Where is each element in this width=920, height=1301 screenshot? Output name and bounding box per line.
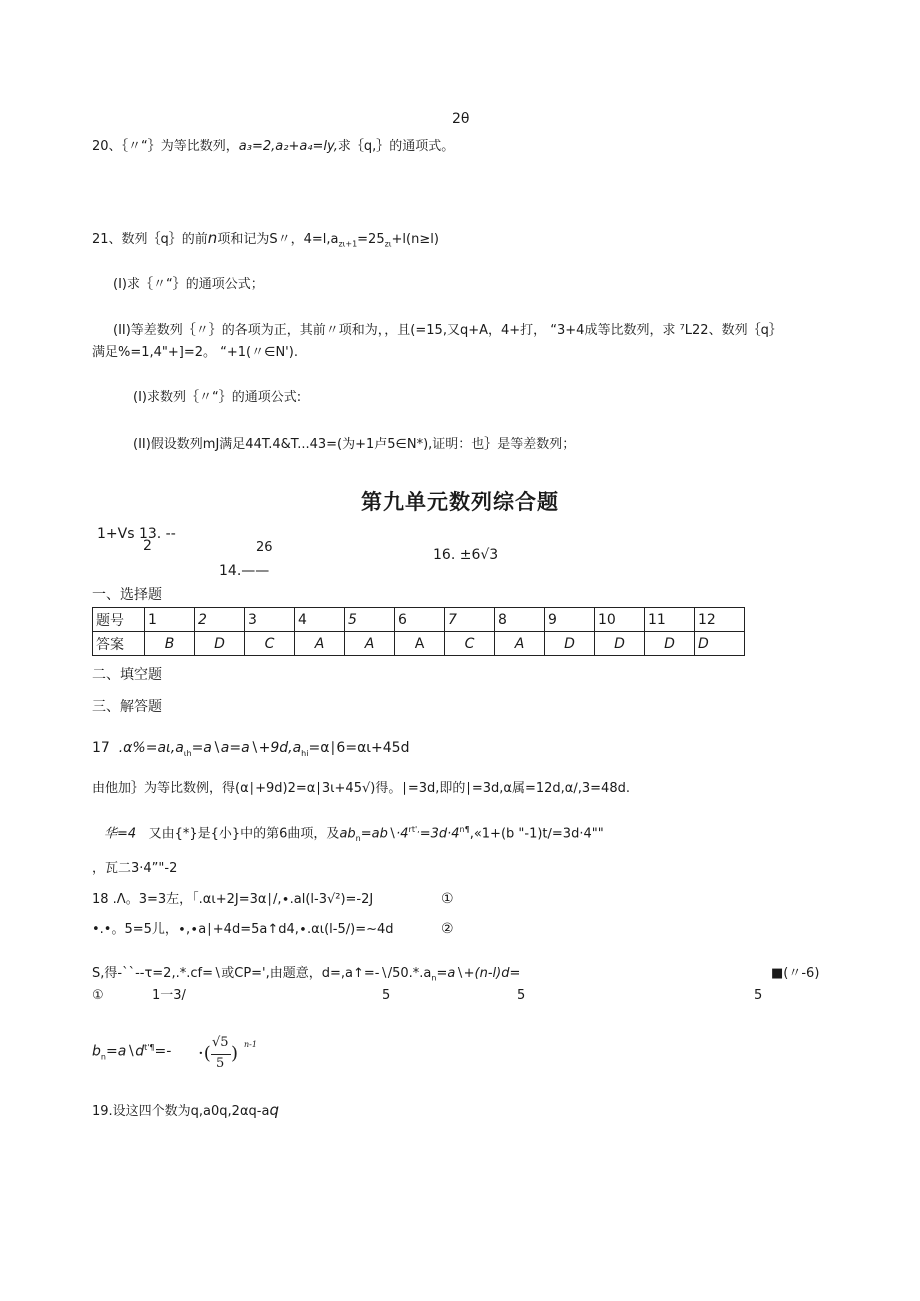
page-number: 2θ bbox=[452, 111, 470, 127]
heading-choice: 一、选择题 bbox=[92, 587, 162, 603]
s17-l3-sup2: n¶ bbox=[459, 825, 470, 834]
q20-number: 20、 bbox=[92, 139, 122, 154]
table-row-numbers bbox=[93, 608, 745, 632]
s18-l3-a: S,得-``--τ=2,.*.cf=∖或CP=',由题意，d=,a↑=-∖/50.*.a bbox=[92, 966, 432, 981]
s17-l3-f: ,«1+(b "-1)t∕=3d·4"" bbox=[469, 826, 604, 842]
q20-formula: a₃=2,a₂+a₄=ly, bbox=[238, 139, 338, 154]
q21-n: n bbox=[207, 229, 218, 247]
s18-l3-b: =a∖+(n-l)d= bbox=[436, 966, 521, 981]
q21-part2-line1: (II)等差数列｛〃｝的各项为正，其前〃项和为，，且(=15,又q+A，4+打， “3+4成等比数列，求 ⁷L22、数列｛q｝ bbox=[113, 323, 782, 338]
question-21 bbox=[92, 230, 439, 253]
q21-sub1: (I)求数列｛〃“｝的通项公式: bbox=[133, 390, 302, 405]
s18-line4-d: 5 bbox=[517, 988, 526, 1003]
s17-l3-sub: n bbox=[355, 833, 361, 843]
s17-l3-sup: rt', bbox=[408, 825, 420, 834]
table-row-answers bbox=[93, 632, 745, 656]
s17-l3-b: 又由{*}是{小}中的第6曲项，及 bbox=[148, 826, 340, 842]
fill-answer-16: 16. ±6√3 bbox=[433, 547, 499, 563]
bn-formula bbox=[92, 1040, 171, 1065]
q21-text-b: 项和记为S〃，4=l,a bbox=[217, 232, 339, 247]
s17-formula-b: =a∖a=a∖+9d,a bbox=[191, 740, 302, 756]
table-cell: 8 bbox=[495, 608, 545, 632]
s17-formula-c: =α∣6=αι+45d bbox=[308, 740, 410, 756]
bn-c: =- bbox=[154, 1043, 172, 1060]
table-cell: D bbox=[195, 632, 245, 656]
s18-line4-b: 1一3/ bbox=[152, 988, 186, 1003]
table-cell: 2 bbox=[195, 608, 245, 632]
solution-18-line1: 18 .Λ。3=3左，「.αι+2J=3α∣/,∙.al(l-3√²)=-2J bbox=[92, 892, 374, 907]
solution-17-line1 bbox=[92, 740, 409, 762]
table-cell: 5 bbox=[345, 608, 395, 632]
q20-text-c: 求｛q,｝的通项式。 bbox=[337, 139, 455, 154]
s17-l3-c: ab bbox=[339, 826, 356, 842]
table-cell: A bbox=[295, 632, 345, 656]
frac-numerator: √5 bbox=[212, 1035, 229, 1050]
table-cell: D bbox=[695, 632, 745, 656]
table-cell: D bbox=[595, 632, 645, 656]
table-cell: D bbox=[545, 632, 595, 656]
frac-denominator: 5 bbox=[216, 1056, 225, 1071]
table-cell: D bbox=[645, 632, 695, 656]
section-title: 第九单元数列综合题 bbox=[361, 490, 559, 514]
s17-sub: ιh bbox=[183, 748, 192, 758]
q21-part1: (I)求｛〃“｝的通项公式； bbox=[113, 277, 264, 292]
q21-sub: zι+1 bbox=[338, 239, 358, 249]
q20-text-a: ｛〃“｝为等比数列， bbox=[121, 139, 239, 154]
q21-sub2-text: (II)假设数列mJ满足44T.4&T...43=(为+1卢5∈N*),证明：也｝是等差数列； bbox=[133, 437, 576, 452]
heading-solve: 三、解答题 bbox=[92, 699, 162, 715]
bn-sup: t'¶ bbox=[144, 1043, 155, 1052]
bn-a: b bbox=[92, 1043, 101, 1060]
table-cell: 3 bbox=[245, 608, 295, 632]
fill-answer-14-numerator: 26 bbox=[256, 540, 273, 555]
s18-line4-e: 5 bbox=[754, 988, 763, 1003]
q21-part2-line2: 满足%=1,4"+]=2。 “+1(〃∈N'). bbox=[92, 345, 298, 360]
table-cell: 11 bbox=[645, 608, 695, 632]
table-cell: 9 bbox=[545, 608, 595, 632]
equation-mark-1: ① bbox=[441, 891, 454, 907]
frac-exponent: n-1 bbox=[244, 1040, 257, 1049]
solution-17-line2: 由他加｝为等比数例，得(α∣+9d)2=α∣3ι+45√)得。∣=3d,即的∣=3d,α属=12d,α∕,3=48d. bbox=[92, 781, 630, 796]
table-header-number: 题号 bbox=[93, 608, 145, 632]
solution-17-line4: ，瓦二3·4”"-2 bbox=[92, 861, 178, 876]
s17-sub2: hi bbox=[301, 748, 309, 758]
q21-text-c: =25 bbox=[357, 232, 385, 247]
table-header-answer: 答案 bbox=[93, 632, 145, 656]
answer-table bbox=[92, 607, 745, 656]
q21-text-a: 21、数列｛q｝的前 bbox=[92, 232, 208, 247]
s19-text: 19.设这四个数为q,a0q,2αq-a bbox=[92, 1104, 270, 1119]
bn-b: =a∖d bbox=[105, 1043, 145, 1060]
table-cell: C bbox=[245, 632, 295, 656]
solution-18-line2: •.•。5=5儿，∙,∙a∣+4d=5a↑d4,∙.αι(l-5∕)=~4d bbox=[92, 922, 394, 937]
table-cell: 10 bbox=[595, 608, 645, 632]
table-cell: A bbox=[395, 632, 445, 656]
fill-answer-14: 14.—— bbox=[219, 563, 270, 579]
bn-sub: n bbox=[100, 1052, 106, 1062]
equation-mark-2: ② bbox=[441, 921, 454, 937]
table-cell: B bbox=[145, 632, 195, 656]
table-cell: 1 bbox=[145, 608, 195, 632]
fill-answer-13: 1+Vs 13. -- bbox=[97, 526, 176, 542]
s18-line4-c: 5 bbox=[382, 988, 391, 1003]
table-cell: 7 bbox=[445, 608, 495, 632]
question-20 bbox=[92, 139, 454, 155]
s18-l3-sub: n bbox=[431, 973, 437, 983]
s17-number: 17 bbox=[92, 740, 110, 756]
table-cell: C bbox=[445, 632, 495, 656]
q21-text-d: +l(n≥l) bbox=[391, 232, 439, 247]
s17-l3-a: 华=4 bbox=[104, 826, 137, 842]
table-cell: A bbox=[345, 632, 395, 656]
table-cell: 12 bbox=[695, 608, 745, 632]
solution-19 bbox=[92, 1102, 279, 1120]
s17-l3-d: =ab∖·4 bbox=[360, 826, 409, 842]
solution-18-line3 bbox=[92, 966, 520, 987]
s17-l3-e: =3d·4 bbox=[419, 826, 460, 842]
solution-18-line3-right: ■(〃-6) bbox=[771, 966, 820, 981]
s18-line4-mark: ① bbox=[92, 988, 104, 1003]
table-cell: 6 bbox=[395, 608, 445, 632]
heading-fill-blank: 二、填空题 bbox=[92, 667, 162, 683]
s17-formula-a: .α%=aι,a bbox=[118, 740, 184, 756]
s19-q: q bbox=[269, 1101, 279, 1119]
solution-17-line3 bbox=[104, 822, 604, 847]
fill-answer-13-denominator: 2 bbox=[143, 538, 152, 554]
table-cell: 4 bbox=[295, 608, 345, 632]
q21-sub2: zι bbox=[384, 239, 392, 249]
table-cell: A bbox=[495, 632, 545, 656]
fraction-sqrt5-over-5: ·( √5 5 ) bbox=[198, 1035, 239, 1071]
